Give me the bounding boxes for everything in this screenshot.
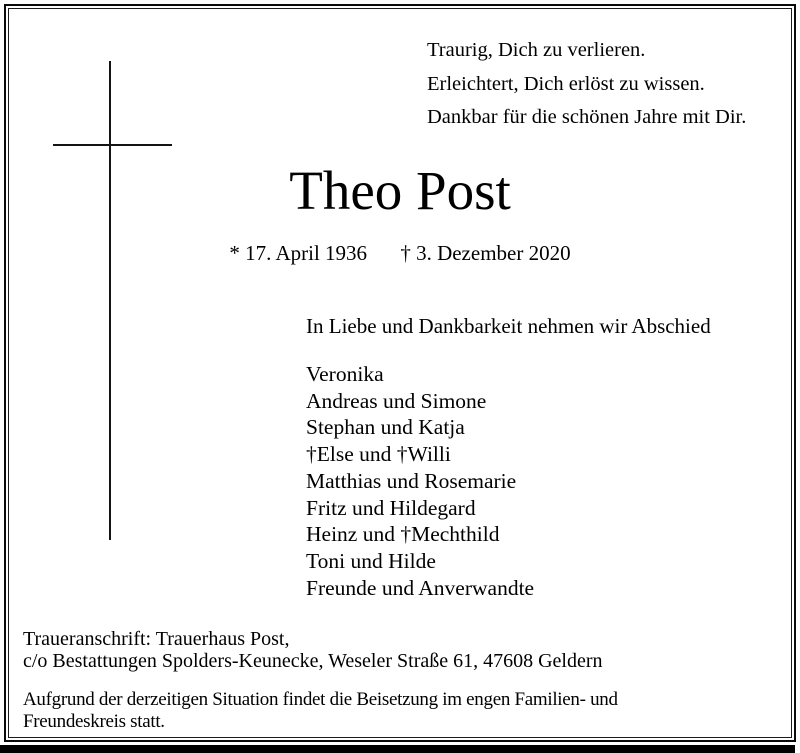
mourners-list: [306, 361, 534, 601]
note-line: Aufgrund der derzeitigen Situation findet die Beisetzung im engen Familien- und: [23, 689, 618, 710]
mourner-item: Freunde und Anverwandte: [306, 575, 535, 600]
cross-icon-vertical-stroke: [109, 61, 111, 540]
epitaph-line: Dankbar für die schönen Jahre mit Dir.: [427, 106, 747, 128]
epitaph-line: Traurig, Dich zu verlieren.: [427, 39, 646, 61]
funeral-note-block: [23, 689, 618, 732]
condolence-address-block: [23, 628, 603, 672]
address-line: c/o Bestattungen Spolders-Keunecke, Weseler Straße 61, 47608 Geldern: [23, 650, 603, 672]
mourner-item: Fritz und Hildegard: [306, 495, 476, 520]
death-date: † 3. Dezember 2020: [400, 241, 571, 265]
mourner-item: Matthias und Rosemarie: [306, 468, 517, 493]
epitaph-lines: [427, 34, 746, 135]
mourner-item: Veronika: [306, 362, 384, 386]
mourner-item: †Else und †Willi: [306, 442, 451, 467]
farewell-intro: In Liebe und Dankbarkeit nehmen wir Abschied: [306, 314, 711, 338]
mourner-item: Stephan und Katja: [306, 415, 465, 440]
birth-date: * 17. April 1936: [229, 241, 368, 265]
deceased-name: Theo Post: [289, 160, 511, 221]
mourner-item: Andreas und Simone: [306, 388, 487, 413]
mourner-item: Toni und Hilde: [306, 548, 436, 573]
bottom-divider-bar: [0, 745, 795, 753]
cross-icon-horizontal-stroke: [53, 144, 172, 146]
mourner-item: Heinz und †Mechthild: [306, 522, 500, 547]
epitaph-line: Erleichtert, Dich erlöst zu wissen.: [427, 72, 705, 95]
life-dates: [0, 240, 800, 266]
note-line: Freundeskreis statt.: [23, 710, 165, 732]
address-line: Traueranschrift: Trauerhaus Post,: [23, 628, 290, 650]
